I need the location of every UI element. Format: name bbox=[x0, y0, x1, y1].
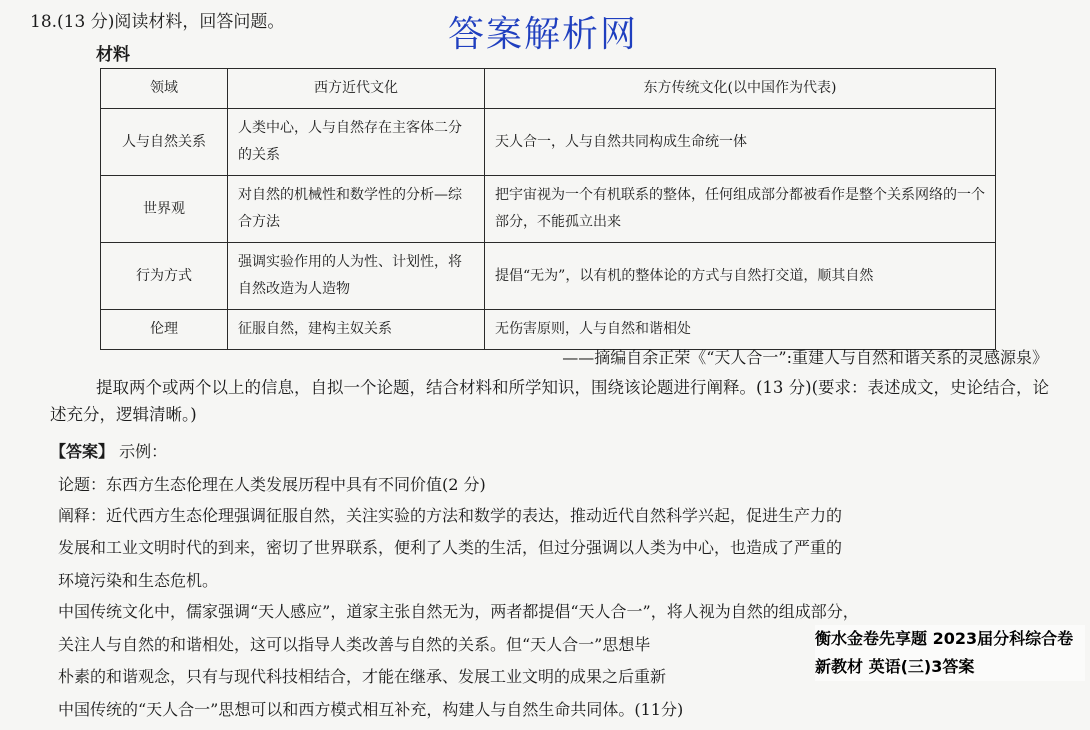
comparison-table bbox=[100, 68, 996, 350]
question-requirement: 提取两个或两个以上的信息，自拟一个论题，结合材料和所学知识，围绕该论题进行阐释。(13 分)(要求：表述成文，史论结合，论述充分，逻辑清晰。) bbox=[50, 378, 1050, 424]
table-cell: 人类中心，人与自然存在主客体二分的关系 bbox=[228, 109, 485, 176]
table-cell: 强调实验作用的人为性、计划性，将自然改造为人造物 bbox=[228, 243, 485, 310]
question-header: 18.(13 分)阅读材料，回答问题。 bbox=[30, 12, 285, 32]
header-domain: 领域 bbox=[101, 69, 228, 109]
answer-example-label: 示例： bbox=[119, 442, 168, 461]
answer-line: 中国传统的“天人合一”思想可以和西方模式相互补充，构建人与自然生命共同体。(11分) bbox=[58, 700, 684, 719]
site-watermark: 答案解析网 bbox=[448, 14, 639, 55]
table-cell: 天人合一，人与自然共同构成生命统一体 bbox=[485, 109, 996, 176]
table-row bbox=[101, 243, 996, 310]
table-row bbox=[101, 310, 996, 350]
answer-line: 发展和工业文明时代的到来，密切了世界联系，便利了人类的生活，但过分强调以人类为中心，也造成了严重的 bbox=[58, 538, 843, 557]
table-cell: 世界观 bbox=[101, 176, 228, 243]
material-label: 材料 bbox=[96, 45, 130, 65]
answer-line: 关注人与自然的和谐相处，这可以指导人类改善与自然的关系。但“天人合一”思想毕 bbox=[58, 635, 651, 654]
answer-line: 阐释：近代西方生态伦理强调征服自然，关注实验的方法和数学的表达，推动近代自然科学兴起，促进生产力的 bbox=[58, 506, 843, 525]
table-cell: 人与自然关系 bbox=[101, 109, 228, 176]
table-cell: 征服自然，建构主奴关系 bbox=[228, 310, 485, 350]
answer-heading bbox=[50, 439, 167, 462]
promo-overlay-text: 衡水金卷先享题 2023届分科综合卷 新教材 英语(三)3答案 bbox=[815, 625, 1085, 681]
source-citation: ——摘编自余正荣《“天人合一”:重建人与自然和谐关系的灵感源泉》 bbox=[562, 348, 1048, 367]
table-cell: 行为方式 bbox=[101, 243, 228, 310]
table-header-row bbox=[101, 69, 996, 109]
header-eastern: 东方传统文化(以中国作为代表) bbox=[485, 69, 996, 109]
table-row bbox=[101, 109, 996, 176]
answer-line: 中国传统文化中，儒家强调“天人感应”，道家主张自然无为，两者都提倡“天人合一”，将人视为自然的组成部分， bbox=[58, 602, 859, 621]
table-cell: 提倡“无为”，以有机的整体论的方式与自然打交道，顺其自然 bbox=[485, 243, 996, 310]
answer-line: 环境污染和生态危机。 bbox=[58, 571, 219, 590]
header-western: 西方近代文化 bbox=[228, 69, 485, 109]
answer-line: 朴素的和谐观念，只有与现代科技相结合，才能在继承、发展工业文明的成果之后重新 bbox=[58, 667, 667, 686]
table-cell: 把宇宙视为一个有机联系的整体，任何组成部分都被看作是整个关系网络的一个部分，不能孤立出来 bbox=[485, 176, 996, 243]
table-cell: 无伤害原则，人与自然和谐相处 bbox=[485, 310, 996, 350]
table-row bbox=[101, 176, 996, 243]
table-cell: 对自然的机械性和数学性的分析—综合方法 bbox=[228, 176, 485, 243]
table-cell: 伦理 bbox=[101, 310, 228, 350]
answer-line: 论题：东西方生态伦理在人类发展历程中具有不同价值(2 分) bbox=[58, 475, 486, 494]
answer-label: 【答案】 bbox=[50, 442, 115, 461]
